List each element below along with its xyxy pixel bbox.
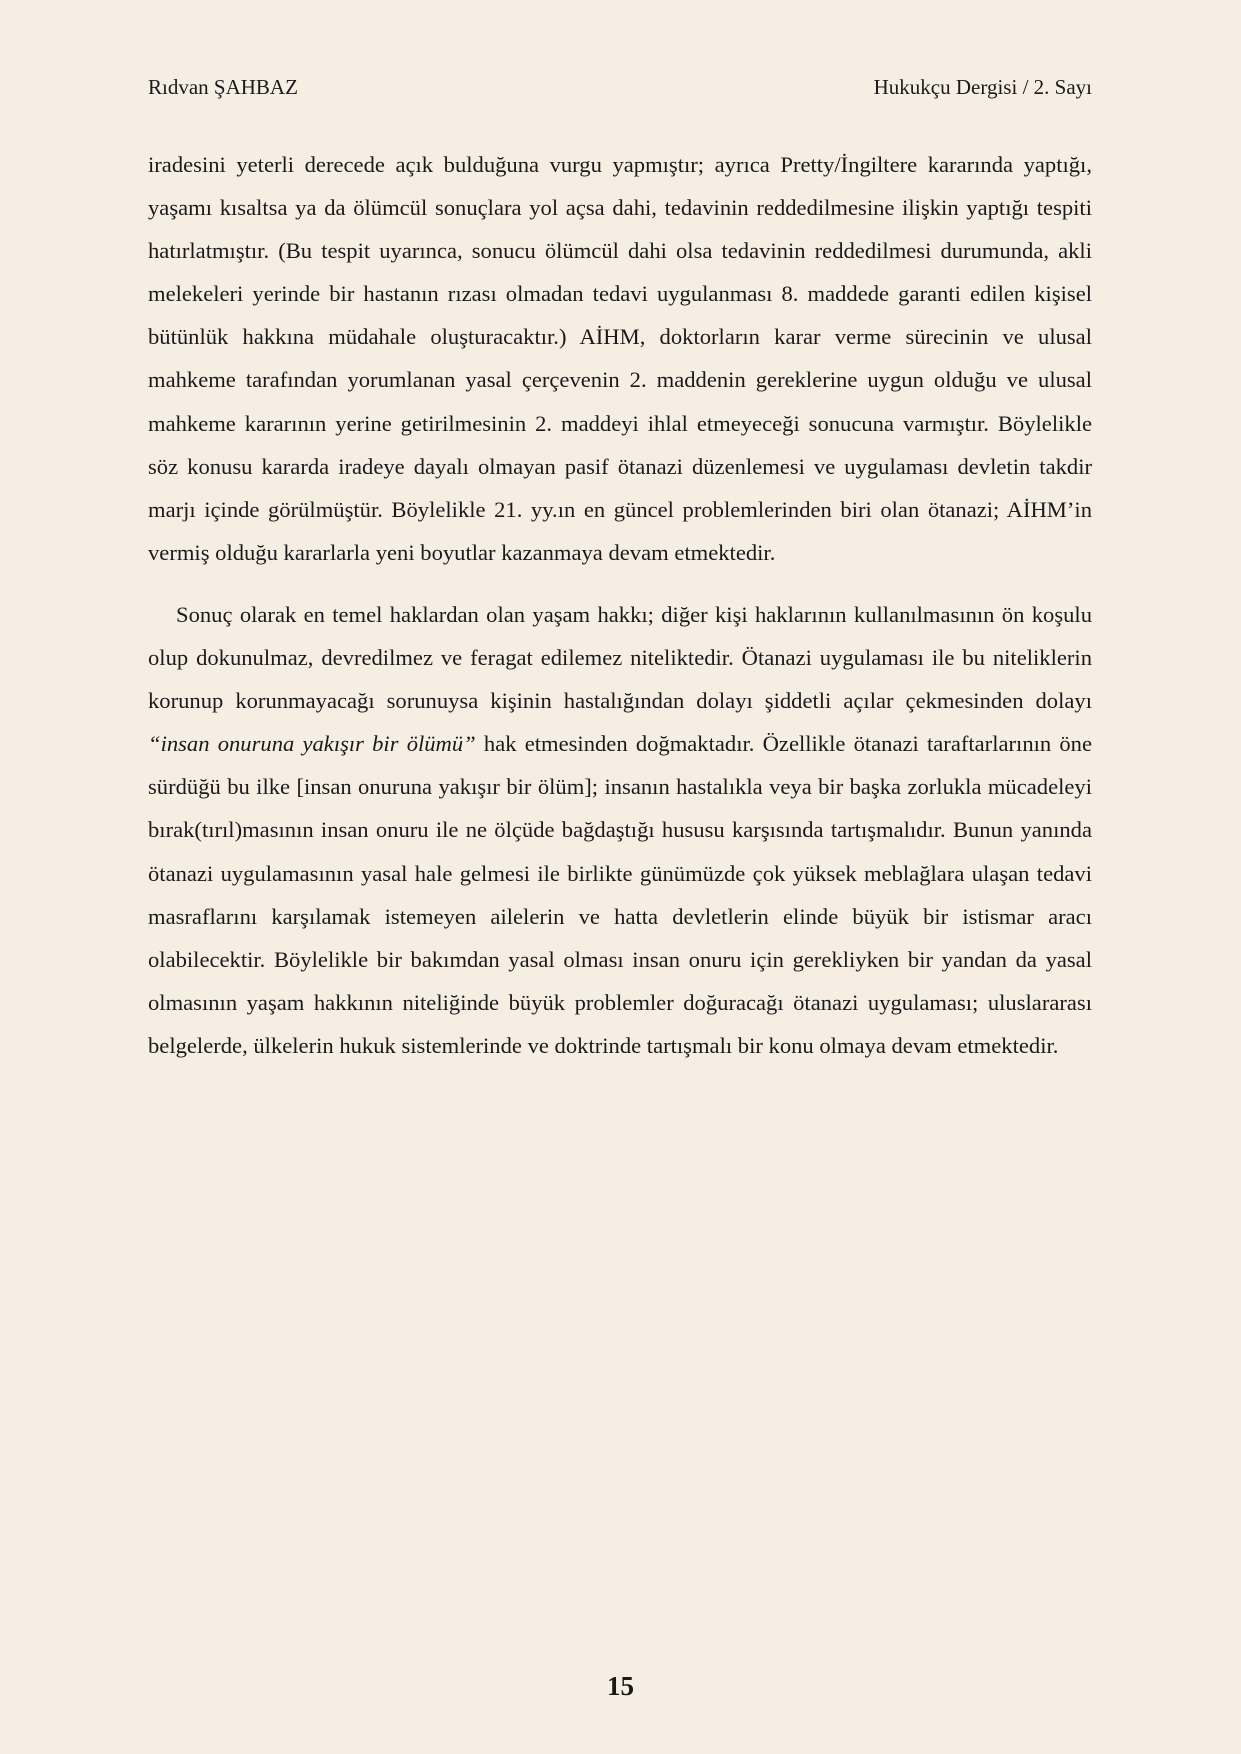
header-journal: Hukukçu Dergisi / 2. Sayı xyxy=(873,75,1092,99)
paragraph-2-text-after: hak etmesinden doğmaktadır. Özellikle ötanazi taraftarlarının öne sürdüğü bu ilke [insan onuruna yakışır bir ölüm]; insanın hastalıkla veya bir başka zorlukla mücadeleyi bırak(tırıl)masının insan onuru ile ne ölçüde bağdaştığı hususu karşısında tartışmalıdır. Bunun yanında ötanazi uygulamasının yasal hale gelmesi ile birlikte günümüzde çok yüksek meblağlara ulaşan tedavi masraflarını karşılamak istemeyen ailelerin ve hatta devletlerin elinde büyük bir istismar aracı olabilecektir. Böylelikle bir bakımdan yasal olması insan onuru için gerekliyken bir yandan da yasal olmasının yaşam hakkının niteliğinde büyük problemler doğuracağı ötanazi uygulaması; uluslararası belgelerde, ülkelerin hukuk sistemlerinde ve doktrinde tartışmalı bir konu olmaya devam etmektedir. xyxy=(148,731,1092,1058)
page-number: 15 xyxy=(607,1671,634,1701)
paragraph-2-text-before: Sonuç olarak en temel haklardan olan yaşam hakkı; diğer kişi haklarının kullanılmasının ön koşulu olup dokunulmaz, devredilmez ve feragat edilemez niteliktedir. Ötanazi uygulaması ile bu niteliklerin korunup korunmayacağı sorunuysa kişinin hastalığından dolayı şiddetli açılar çekmesinden dolayı xyxy=(148,601,1092,714)
body-text xyxy=(148,143,1092,1067)
header-author: Rıdvan ŞAHBAZ xyxy=(148,75,298,99)
paragraph-2-quote: “insan onuruna yakışır bir ölümü” xyxy=(148,731,476,757)
paragraph-1: iradesini yeterli derecede açık bulduğuna vurgu yapmıştır; ayrıca Pretty/İngiltere kararında yaptığı, yaşamı kısaltsa ya da ölümcül sonuçlara yol açsa dahi, tedavinin reddedilmesine ilişkin yaptığı tespiti hatırlatmıştır. (Bu tespit uyarınca, sonucu ölümcül dahi olsa tedavinin reddedilmesi durumunda, akli melekeleri yerinde bir hastanın rızası olmadan tedavi uygulanması 8. maddede garanti edilen kişisel bütünlük hakkına müdahale oluşturacaktır.) AİHM, doktorların karar verme sürecinin ve ulusal mahkeme tarafından yorumlanan yasal çerçevenin 2. maddenin gereklerine uygun olduğu ve ulusal mahkeme kararının yerine getirilmesinin 2. maddeyi ihlal etmeyeceği sonucuna varmıştır. Böylelikle söz konusu kararda iradeye dayalı olmayan pasif ötanazi düzenlemesi ve uygulaması devletin takdir marjı içinde görülmüştür. Böylelikle 21. yy.ın en güncel problemlerinden biri olan ötanazi; AİHM’in vermiş olduğu kararlarla yeni boyutlar kazanmaya devam etmektedir. xyxy=(148,152,1092,565)
page-header xyxy=(148,72,1092,102)
paragraph-2 xyxy=(148,593,1092,1067)
